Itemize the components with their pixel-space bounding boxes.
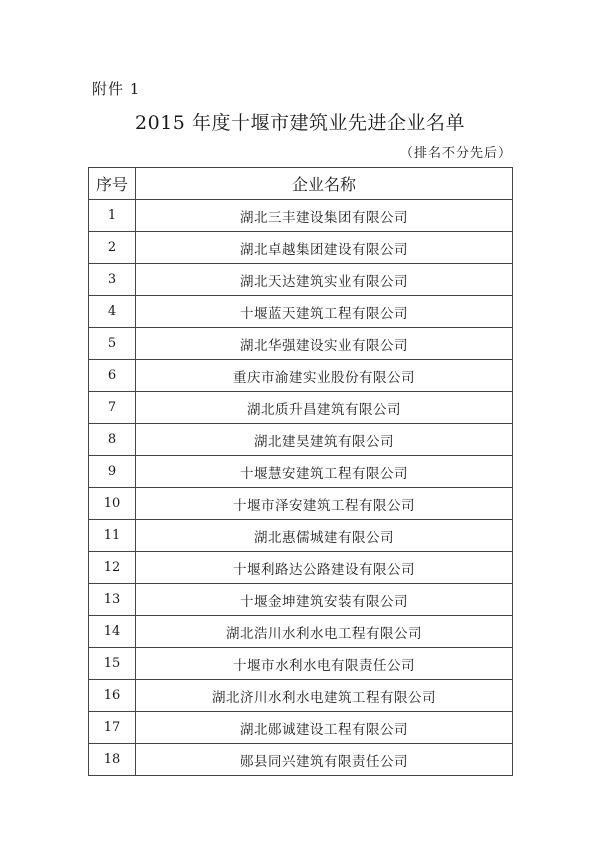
table-row	[89, 680, 513, 712]
serial-number-cell: 16	[89, 680, 136, 712]
enterprise-name-cell: 重庆市渝建实业股份有限公司	[136, 360, 513, 392]
table-row	[89, 520, 513, 552]
serial-number-cell: 6	[89, 360, 136, 392]
enterprise-table	[88, 167, 513, 776]
header-serial-number: 序号	[89, 168, 136, 200]
table-row	[89, 232, 513, 264]
serial-number-cell: 4	[89, 296, 136, 328]
enterprise-name-cell: 郧县同兴建筑有限责任公司	[136, 744, 513, 776]
table-header-row	[89, 168, 513, 200]
serial-number-cell: 17	[89, 712, 136, 744]
serial-number-cell: 1	[89, 200, 136, 232]
enterprise-name-cell: 湖北浩川水利水电工程有限公司	[136, 616, 513, 648]
table-row	[89, 488, 513, 520]
serial-number-cell: 13	[89, 584, 136, 616]
enterprise-name-cell: 十堰慧安建筑工程有限公司	[136, 456, 513, 488]
serial-number-cell: 18	[89, 744, 136, 776]
serial-number-cell: 15	[89, 648, 136, 680]
table-row	[89, 392, 513, 424]
enterprise-name-cell: 湖北济川水利水电建筑工程有限公司	[136, 680, 513, 712]
table-row	[89, 328, 513, 360]
header-enterprise-name: 企业名称	[136, 168, 513, 200]
table-row	[89, 712, 513, 744]
table-row	[89, 648, 513, 680]
document-title: 2015 年度十堰市建筑业先进企业名单	[135, 112, 465, 134]
serial-number-cell: 12	[89, 552, 136, 584]
table-row	[89, 424, 513, 456]
serial-number-cell: 8	[89, 424, 136, 456]
enterprise-name-cell: 湖北惠儒城建有限公司	[136, 520, 513, 552]
table-row	[89, 552, 513, 584]
serial-number-cell: 3	[89, 264, 136, 296]
table-row	[89, 744, 513, 776]
attachment-label: 附件 1	[92, 80, 141, 98]
serial-number-cell: 11	[89, 520, 136, 552]
enterprise-name-cell: 十堰利路达公路建设有限公司	[136, 552, 513, 584]
serial-number-cell: 7	[89, 392, 136, 424]
enterprise-name-cell: 湖北三丰建设集团有限公司	[136, 200, 513, 232]
table-row	[89, 584, 513, 616]
enterprise-name-cell: 湖北质升昌建筑有限公司	[136, 392, 513, 424]
table-row	[89, 360, 513, 392]
enterprise-name-cell: 十堰蓝天建筑工程有限公司	[136, 296, 513, 328]
table-row	[89, 456, 513, 488]
enterprise-name-cell: 湖北郧诚建设工程有限公司	[136, 712, 513, 744]
ranking-note: （排名不分先后）	[399, 146, 512, 161]
table-row	[89, 296, 513, 328]
serial-number-cell: 2	[89, 232, 136, 264]
table-body	[89, 200, 513, 776]
enterprise-name-cell: 湖北卓越集团建设有限公司	[136, 232, 513, 264]
serial-number-cell: 14	[89, 616, 136, 648]
table-row	[89, 264, 513, 296]
enterprise-name-cell: 十堰市水利水电有限责任公司	[136, 648, 513, 680]
table-row	[89, 616, 513, 648]
enterprise-name-cell: 十堰市泽安建筑工程有限公司	[136, 488, 513, 520]
serial-number-cell: 5	[89, 328, 136, 360]
enterprise-name-cell: 湖北天达建筑实业有限公司	[136, 264, 513, 296]
table-row	[89, 200, 513, 232]
serial-number-cell: 10	[89, 488, 136, 520]
enterprise-name-cell: 湖北华强建设实业有限公司	[136, 328, 513, 360]
enterprise-name-cell: 十堰金坤建筑安装有限公司	[136, 584, 513, 616]
enterprise-name-cell: 湖北建昊建筑有限公司	[136, 424, 513, 456]
serial-number-cell: 9	[89, 456, 136, 488]
